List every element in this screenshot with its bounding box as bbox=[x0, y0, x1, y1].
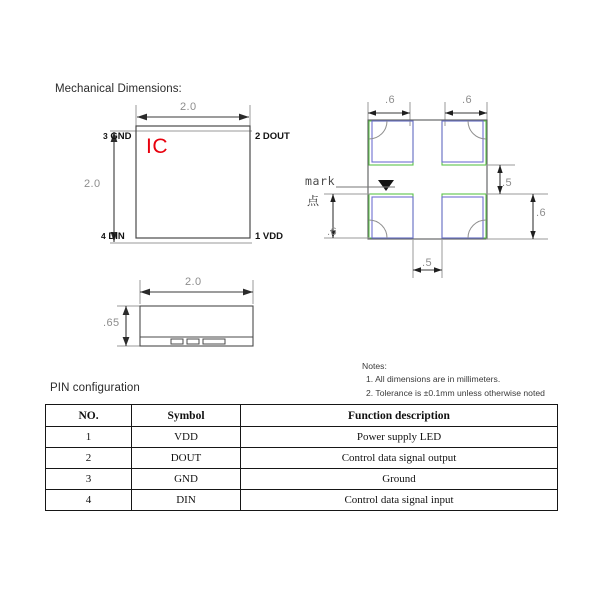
pad-left-dimension-label: .6 bbox=[327, 226, 337, 238]
ic-marking-label: IC bbox=[146, 135, 168, 158]
top-view-pin3-name: GND bbox=[110, 131, 132, 142]
pad-bottom-left bbox=[369, 194, 413, 238]
cell-description: Power supply LED bbox=[241, 427, 558, 448]
cell-symbol: GND bbox=[132, 469, 241, 490]
pin-configuration-table bbox=[45, 404, 558, 511]
notes-item-1: 1. All dimensions are in millimeters. bbox=[366, 374, 501, 385]
pad-layout-view bbox=[300, 88, 590, 288]
top-view-pin4-label bbox=[101, 231, 125, 242]
top-view-pin3-number: 3 bbox=[103, 131, 108, 141]
table-row bbox=[46, 490, 558, 511]
top-view-pin4-name: DIN bbox=[108, 231, 125, 242]
table-header-row bbox=[46, 405, 558, 427]
cell-no: 1 bbox=[46, 427, 132, 448]
top-view-pin3-label bbox=[103, 131, 132, 142]
top-view-pin2-label: 2 DOUT bbox=[255, 131, 290, 142]
table-row bbox=[46, 448, 558, 469]
column-header-description: Function description bbox=[241, 405, 558, 427]
pad-top-left bbox=[369, 121, 413, 165]
side-view-width-dimension-label: 2.0 bbox=[185, 276, 202, 288]
pad-bottom-right bbox=[442, 194, 486, 238]
pad-gap-horizontal-dimension-label: .5 bbox=[422, 257, 432, 269]
column-header-no: NO. bbox=[46, 405, 132, 427]
top-view-width-dimension-label: 2.0 bbox=[180, 101, 197, 113]
side-view-height-dimension-label: .65 bbox=[103, 317, 120, 329]
pin-configuration-heading: PIN configuration bbox=[50, 382, 140, 394]
pad-top-right bbox=[442, 121, 486, 165]
mark-callout-label-cn: 点 bbox=[307, 194, 320, 208]
pad-gap-vertical-dimension-label: .5 bbox=[502, 177, 512, 189]
pad-top-left-dimension-label: .6 bbox=[385, 94, 395, 106]
top-view-pin1-label: 1 VDD bbox=[255, 231, 283, 242]
mechanical-dimensions-heading: Mechanical Dimensions: bbox=[55, 83, 182, 95]
package-side-view bbox=[95, 270, 325, 370]
cell-description: Control data signal input bbox=[241, 490, 558, 511]
cell-no: 2 bbox=[46, 448, 132, 469]
cell-no: 3 bbox=[46, 469, 132, 490]
table-row bbox=[46, 469, 558, 490]
pad-layout-outline bbox=[368, 120, 487, 239]
cell-no: 4 bbox=[46, 490, 132, 511]
cell-symbol: VDD bbox=[132, 427, 241, 448]
package-side-view-svg bbox=[95, 270, 325, 370]
orientation-mark-triangle bbox=[378, 180, 394, 191]
side-view-body-outline bbox=[140, 306, 253, 346]
notes-title: Notes: bbox=[362, 361, 387, 371]
notes-item-2: 2. Tolerance is ±0.1mm unless otherwise noted bbox=[366, 387, 545, 398]
column-header-symbol: Symbol bbox=[132, 405, 241, 427]
pad-layout-svg bbox=[300, 88, 590, 288]
cell-description: Control data signal output bbox=[241, 448, 558, 469]
pad-top-right-dimension-label: .6 bbox=[462, 94, 472, 106]
cell-symbol: DIN bbox=[132, 490, 241, 511]
pad-height-dimension-label: .6 bbox=[536, 207, 546, 219]
top-view-pin4-number: 4 bbox=[101, 231, 106, 241]
notes-block bbox=[362, 360, 545, 400]
cell-description: Ground bbox=[241, 469, 558, 490]
table-row bbox=[46, 427, 558, 448]
mark-callout-label-en: mark bbox=[305, 174, 336, 188]
side-view-pad-notches bbox=[171, 339, 225, 344]
top-view-height-dimension-label: 2.0 bbox=[84, 178, 101, 190]
cell-symbol: DOUT bbox=[132, 448, 241, 469]
